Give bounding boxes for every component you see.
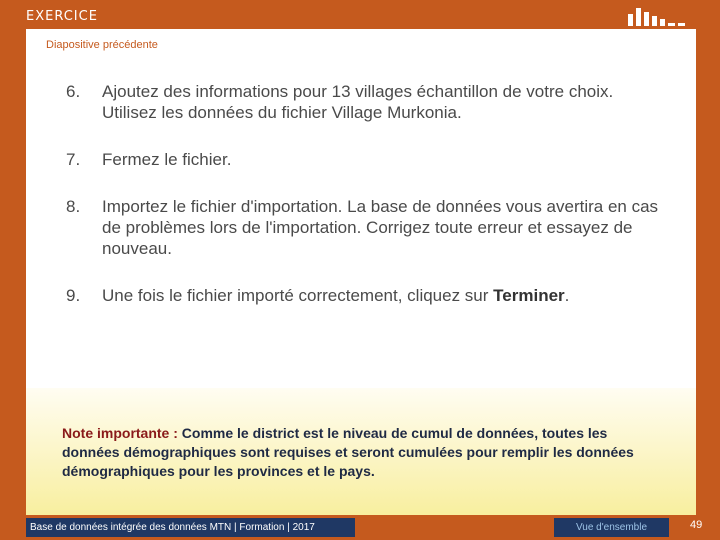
important-note — [62, 424, 662, 481]
step-text: Fermez le fichier. — [102, 150, 232, 169]
step-6 — [66, 81, 666, 123]
step-number: 7. — [66, 150, 81, 169]
steps-list — [66, 81, 666, 306]
step-text: Ajoutez des informations pour 13 villages échantillon de votre choix. Utilisez les données du fichier Village Murkonia. — [102, 82, 614, 122]
step-number: 8. — [66, 197, 81, 216]
step-9 — [66, 285, 666, 306]
content-panel — [26, 29, 696, 388]
footer — [0, 515, 720, 540]
step-number: 9. — [66, 286, 81, 305]
footer-course-info: Base de données intégrée des données MTN | Formation | 2017 — [26, 518, 355, 537]
previous-slide-link[interactable]: Diapositive précédente — [46, 39, 158, 51]
step-8 — [66, 196, 666, 259]
note-text: Comme le district est le niveau de cumul de données, toutes les données démographiques sont requises et seront cumulées pour remplir les données démographiques pour les provinces et le pays. — [62, 425, 634, 479]
note-label: Note importante : — [62, 425, 178, 441]
step-7 — [66, 149, 666, 170]
step-bold-term: Terminer — [493, 286, 565, 305]
note-box — [26, 388, 696, 515]
step-text: Importez le fichier d'importation. La base de données vous avertira en cas de problèmes lors de l'importation. Corrigez toute erreur et essayez de nouveau. — [102, 197, 659, 258]
logo-icon — [628, 8, 700, 26]
overview-link[interactable]: Vue d'ensemble — [554, 518, 669, 537]
step-number: 6. — [66, 82, 81, 101]
step-text-end: . — [564, 286, 570, 305]
page-number: 49 — [690, 519, 703, 531]
header-title: EXERCICE — [26, 9, 98, 24]
step-text: Une fois le fichier importé correctement, cliquez sur — [102, 286, 494, 305]
